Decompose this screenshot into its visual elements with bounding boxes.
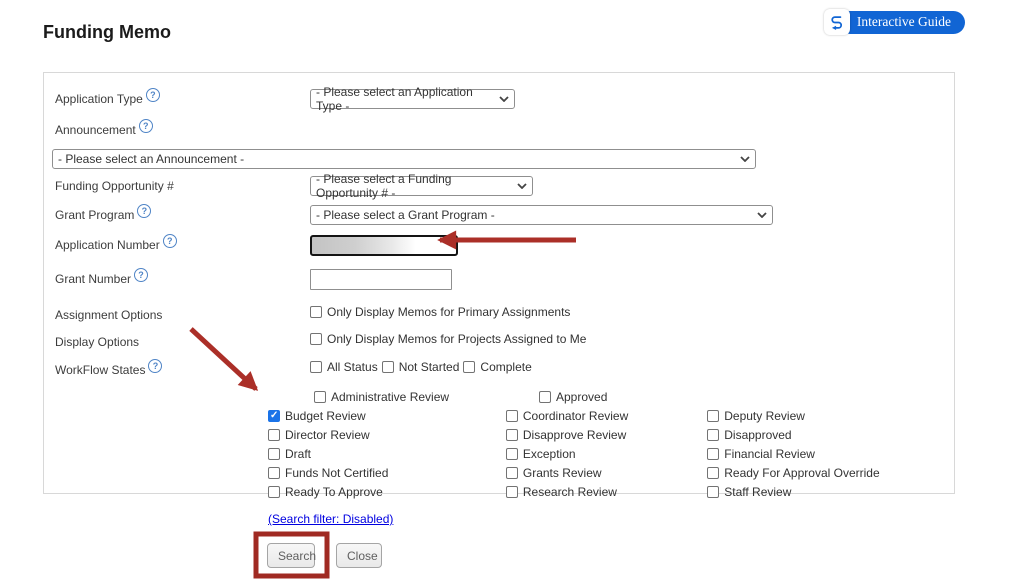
budget-review-checkbox[interactable] [268, 410, 280, 422]
disapproved-label: Disapproved [724, 427, 792, 442]
funds-not-certified-label: Funds Not Certified [285, 465, 389, 480]
grants-review-label: Grants Review [522, 465, 602, 480]
grant-program-select[interactable] [310, 205, 773, 225]
interactive-guide-label: Interactive Guide [845, 11, 965, 34]
row-assignment-options [52, 305, 954, 322]
row-announcement-label [52, 120, 954, 138]
disapproved-checkbox[interactable] [707, 429, 719, 441]
coordinator-review-checkbox[interactable] [506, 410, 518, 422]
all-status-label: All Status [327, 360, 378, 374]
primary-assignments-checkbox[interactable] [310, 306, 322, 318]
chevron-down-icon [740, 156, 750, 162]
deputy-review-checkbox[interactable] [707, 410, 719, 422]
director-review-label: Director Review [285, 427, 370, 442]
funding-opportunity-select[interactable] [310, 172, 533, 200]
staff-review-checkbox[interactable] [707, 486, 719, 498]
research-review-label: Research Review [522, 484, 617, 499]
all-status-checkbox[interactable] [310, 361, 322, 373]
row-application-number [52, 235, 954, 256]
grant-number-input[interactable] [310, 269, 452, 290]
complete-label: Complete [480, 360, 532, 374]
draft-label: Draft [285, 446, 312, 461]
projects-assigned-checkbox[interactable] [310, 333, 322, 345]
chevron-down-icon [517, 183, 527, 189]
interactive-guide-button[interactable] [824, 9, 965, 35]
complete-checkbox[interactable] [463, 361, 475, 373]
ready-to-approve-checkbox[interactable] [268, 486, 280, 498]
assignment-options-label: Assignment Options [55, 308, 163, 322]
help-icon[interactable]: ? [146, 88, 160, 102]
budget-review-label: Budget Review [285, 408, 366, 423]
primary-assignments-checkbox-label: Only Display Memos for Primary Assignments [327, 305, 571, 319]
coordinator-review-label: Coordinator Review [522, 408, 629, 423]
search-filter-link[interactable]: (Search filter: Disabled) [268, 512, 394, 526]
administrative-review-checkbox[interactable] [314, 391, 326, 403]
funding-opportunity-value: - Please select a Funding Opportunity # - [316, 172, 452, 200]
application-number-label: Application Number [55, 238, 160, 252]
funding-memo-form-panel [43, 72, 955, 499]
financial-review-checkbox[interactable] [707, 448, 719, 460]
staff-review-label: Staff Review [724, 484, 792, 499]
ready-to-approve-label: Ready To Approve [285, 484, 383, 499]
exception-label: Exception [522, 446, 576, 461]
director-review-checkbox[interactable] [268, 429, 280, 441]
application-type-label: Application Type [55, 92, 143, 106]
help-icon[interactable]: ? [134, 268, 148, 282]
route-icon [824, 9, 850, 35]
disapprove-review-label: Disapprove Review [522, 427, 627, 442]
research-review-checkbox[interactable] [506, 486, 518, 498]
announcement-label: Announcement [55, 123, 136, 137]
row-funding-opportunity [52, 172, 954, 200]
grant-number-label: Grant Number [55, 272, 132, 286]
approved-checkbox[interactable] [539, 391, 551, 403]
page-title: Funding Memo [43, 22, 171, 42]
announcement-select[interactable] [52, 149, 756, 169]
funding-opportunity-label: Funding Opportunity # [55, 179, 174, 193]
help-icon[interactable]: ? [163, 234, 177, 248]
grant-program-value: - Please select a Grant Program - [316, 208, 495, 222]
workflow-states-label: WorkFlow States [55, 363, 146, 377]
help-icon[interactable]: ? [137, 204, 151, 218]
grants-review-checkbox[interactable] [506, 467, 518, 479]
row-display-options [52, 332, 954, 349]
projects-assigned-checkbox-label: Only Display Memos for Projects Assigned to Me [327, 332, 587, 346]
application-number-input[interactable] [310, 235, 458, 256]
funds-not-certified-checkbox[interactable] [268, 467, 280, 479]
chevron-down-icon [499, 96, 509, 102]
deputy-review-label: Deputy Review [724, 408, 805, 423]
chevron-down-icon [757, 212, 767, 218]
draft-checkbox[interactable] [268, 448, 280, 460]
ready-for-approval-override-label: Ready For Approval Override [724, 465, 880, 480]
help-icon[interactable]: ? [148, 359, 162, 373]
workflow-states-grid [268, 387, 954, 501]
row-application-type [52, 85, 954, 113]
row-grant-program [52, 205, 954, 225]
row-announcement-select [52, 149, 954, 169]
exception-checkbox[interactable] [506, 448, 518, 460]
close-button[interactable]: Close [336, 543, 382, 568]
row-workflow-states [52, 360, 954, 378]
search-button[interactable]: Search [267, 543, 315, 568]
announcement-value: - Please select an Announcement - [58, 152, 245, 166]
approved-label: Approved [556, 389, 608, 404]
grant-program-label: Grant Program [55, 208, 135, 222]
application-type-value: - Please select an Application Type - [316, 85, 473, 113]
disapprove-review-checkbox[interactable] [506, 429, 518, 441]
help-icon[interactable]: ? [139, 119, 153, 133]
not-started-label: Not Started [398, 360, 460, 374]
application-type-select[interactable] [310, 85, 515, 113]
row-grant-number [52, 269, 954, 290]
financial-review-label: Financial Review [724, 446, 815, 461]
administrative-review-label: Administrative Review [331, 389, 450, 404]
ready-for-approval-override-checkbox[interactable] [707, 467, 719, 479]
not-started-checkbox[interactable] [382, 361, 394, 373]
display-options-label: Display Options [55, 335, 140, 349]
